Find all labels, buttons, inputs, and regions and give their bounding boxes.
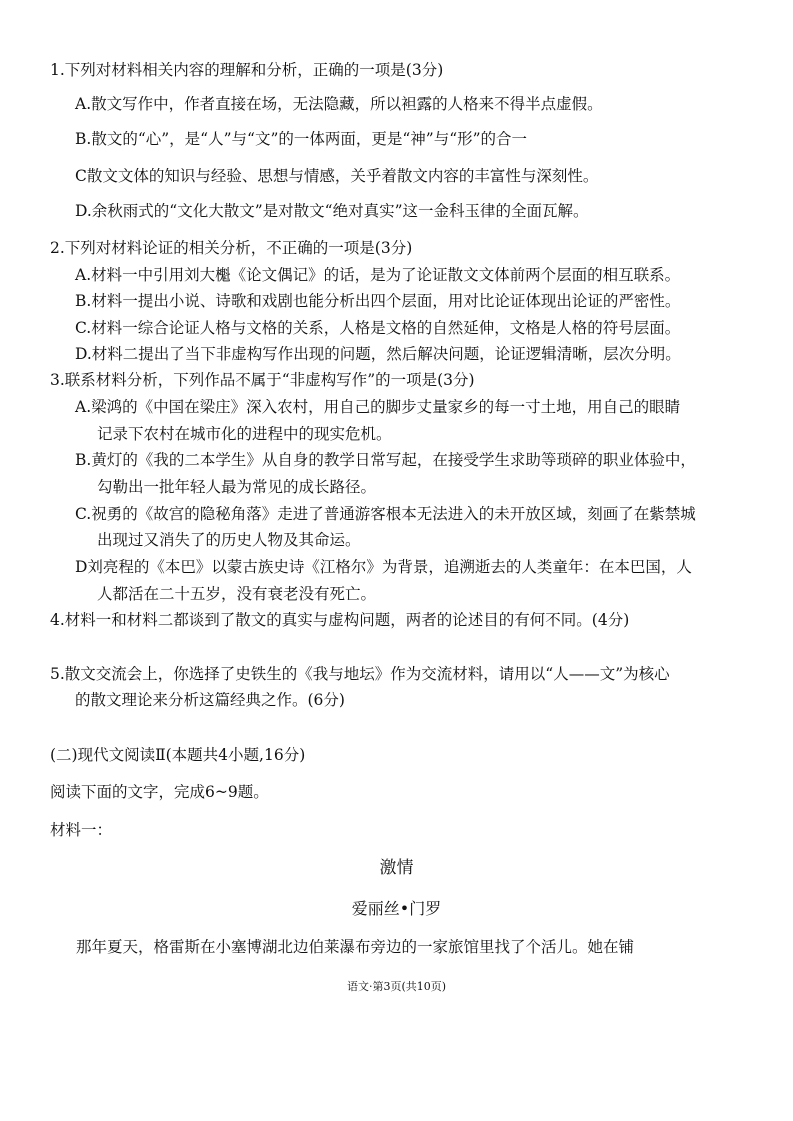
question-3-option-b: B.黄灯的《我的二本学生》从自身的教学日常写起，在接受学生求助等琐碎的职业体验中， <box>75 451 696 469</box>
question-3-option-c: C.祝勇的《故宫的隐秘角落》走进了普通游客根本无法进入的未开放区域，刻画了在紫禁城 <box>75 505 696 523</box>
material-label: 材料一： <box>50 821 113 839</box>
question-1-option-d: D.余秋雨式的“文化大散文”是对散文“绝对真实”这一金科玉律的全面瓦解。 <box>75 202 589 220</box>
question-3-option-c-cont: 出现过又消失了的历史人物及其命运。 <box>97 531 361 549</box>
question-5-stem: 5.散文交流会上，你选择了史铁生的《我与地坛》作为交流材料，请用以“人——文”为核心 <box>50 665 670 683</box>
question-2-stem: 2.下列对材料论证的相关分析，不正确的一项是(3分) <box>50 239 413 257</box>
question-3-option-d: D刘亮程的《本巴》以蒙古族史诗《江格尔》为背景，追溯逝去的人类童年：在本巴国，人 <box>75 558 692 576</box>
section-instruction: 阅读下面的文字，完成6~9题。 <box>50 783 269 801</box>
question-1-option-a: A.散文写作中，作者直接在场，无法隐藏，所以袒露的人格来不得半点虚假。 <box>75 95 603 113</box>
question-5-stem-cont: 的散文理论来分析这篇经典之作。(6分) <box>75 691 345 709</box>
story-author: 爱丽丝•门罗 <box>351 899 442 918</box>
page-footer: 语文·第3页(共10页) <box>346 980 447 993</box>
question-2-option-d: D.材料二提出了当下非虚构写作出现的问题，然后解决问题，论证逻辑清晰，层次分明。 <box>75 345 681 363</box>
question-3-option-d-cont: 人都活在二十五岁，没有衰老没有死亡。 <box>97 585 377 603</box>
question-3-stem: 3.联系材料分析，下列作品不属于“非虚构写作”的一项是(3分) <box>50 371 475 389</box>
question-3-option-a: A.梁鸿的《中国在梁庄》深入农村，用自己的脚步丈量家乡的每一寸土地，用自己的眼睛 <box>75 398 681 416</box>
story-title: 激情 <box>379 858 414 878</box>
question-1-option-c: C散文文体的知识与经验、思想与情感，关乎着散文内容的丰富性与深刻性。 <box>75 167 599 185</box>
question-3-option-a-cont: 记录下农村在城市化的进程中的现实危机。 <box>97 425 392 443</box>
question-1-stem: 1.下列对材料相关内容的理解和分析，正确的一项是(3分) <box>50 61 444 79</box>
section-heading: (二)现代文阅读Ⅱ(本题共4小题,16分) <box>50 746 306 764</box>
question-3-option-b-cont: 勾勒出一批年轻人最为常见的成长路径。 <box>97 478 377 496</box>
question-2-option-a: A.材料一中引用刘大櫆《论文偶记》的话，是为了论证散文文体前两个层面的相互联系。 <box>75 266 681 284</box>
question-4-stem: 4.材料一和材料二都谈到了散文的真实与虚构问题，两者的论述目的有何不同。(4分) <box>50 611 630 629</box>
story-first-line: 那年夏天，格雷斯在小塞博湖北边伯莱瀑布旁边的一家旅馆里找了个活儿。她在铺 <box>76 938 635 956</box>
question-2-option-c: C.材料一综合论证人格与文格的关系，人格是文格的自然延伸，文格是人格的符号层面。 <box>75 319 681 337</box>
question-2-option-b: B.材料一提出小说、诗歌和戏剧也能分析出四个层面，用对比论证体现出论证的严密性。 <box>75 292 681 310</box>
question-1-option-b: B.散文的“心”，是“人”与“文”的一体两面，更是“神”与“形”的合一 <box>75 130 528 148</box>
